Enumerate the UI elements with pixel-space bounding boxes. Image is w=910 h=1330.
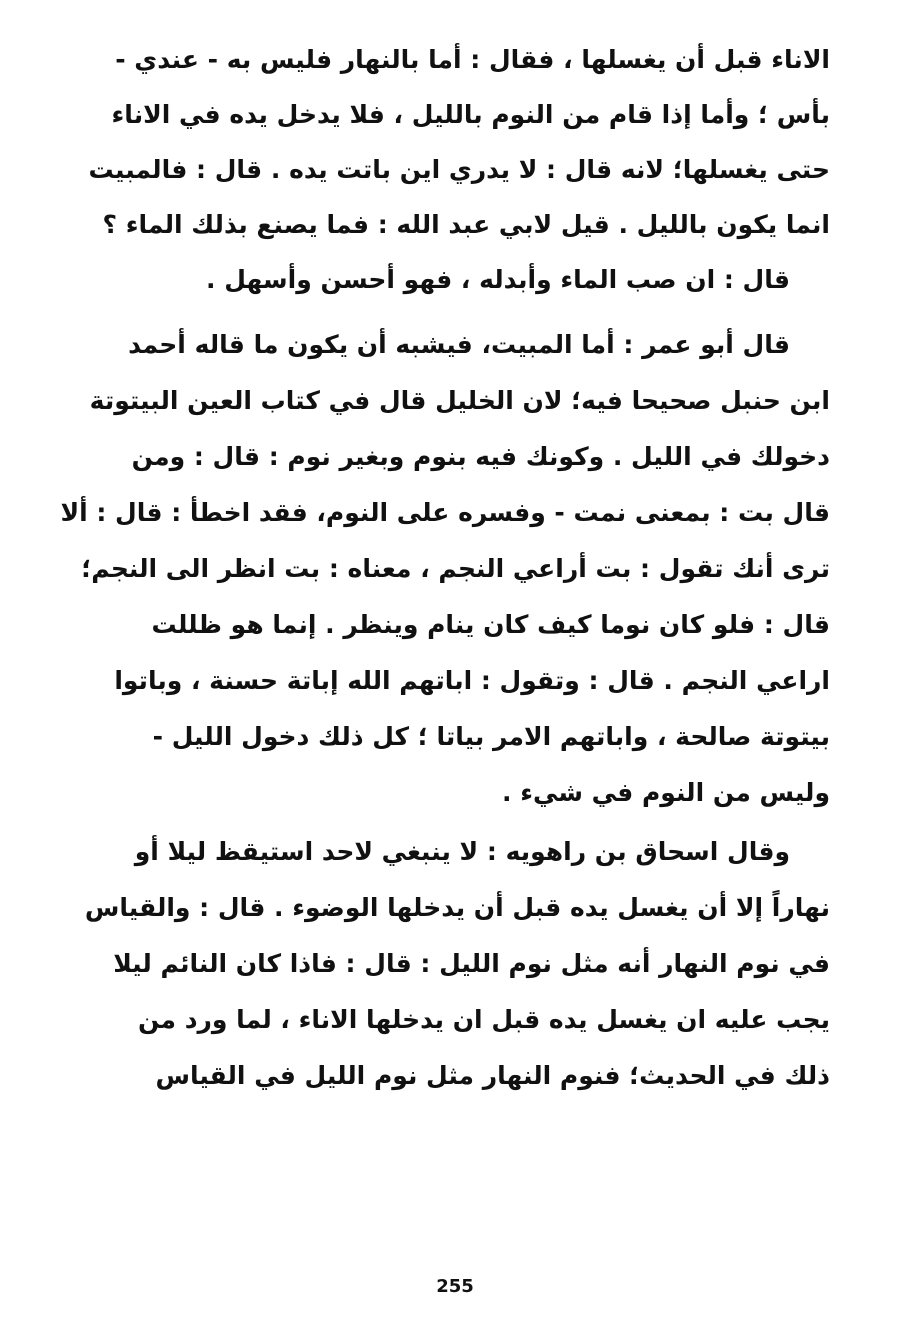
paragraph-line: قال : ان صب الماء وأبدله ، فهو أحسن وأسهل .	[206, 265, 790, 294]
paragraph-line: قال بت : بمعنى نمت - وفسره على النوم، فقد اخطأ : قال : ألا	[60, 498, 830, 527]
paragraph-line: ذلك في الحديث؛ فنوم النهار مثل نوم الليل في القياس	[155, 1061, 830, 1090]
paragraph-line: نهاراً إلا أن يغسل يده قبل أن يدخلها الوضوء . قال : والقياس	[84, 893, 830, 922]
paragraph-line: وليس من النوم في شيء .	[502, 778, 830, 807]
paragraph-line: ابن حنبل صحيحا فيه؛ لان الخليل قال في كتاب العين البيتوتة	[89, 386, 830, 415]
page-number: 255	[436, 1276, 474, 1297]
paragraph-line: انما يكون بالليل . قيل لابي عبد الله : فما يصنع بذلك الماء ؟	[102, 210, 830, 239]
paragraph-line: قال أبو عمر : أما المبيت، فيشبه أن يكون ما قاله أحمد	[128, 330, 790, 359]
paragraph-line: وقال اسحاق بن راهويه : لا ينبغي لاحد استيقظ ليلا أو	[134, 837, 790, 866]
paragraph-line: حتى يغسلها؛ لانه قال : لا يدري اين باتت يده . قال : فالمبيت	[88, 155, 830, 184]
paragraph-line: دخولك في الليل . وكونك فيه بنوم وبغير نوم : قال : ومن	[131, 442, 830, 471]
paragraph-2	[60, 325, 830, 807]
paragraph-line: في نوم النهار أنه مثل نوم الليل : قال : فاذا كان النائم ليلا	[113, 949, 830, 978]
paragraph-line: بأس ؛ وأما إذا قام من النوم بالليل ، فلا يدخل يده في الاناء	[111, 100, 830, 129]
paragraph-line: قال : فلو كان نوما كيف كان ينام وينظر . إنما هو ظللت	[151, 610, 830, 639]
paragraph-line: بيتوتة صالحة ، واباتهم الامر بياتا ؛ كل ذلك دخول الليل -	[152, 722, 830, 751]
paragraph-line: يجب عليه ان يغسل يده قبل ان يدخلها الاناء ، لما ورد من	[138, 1005, 830, 1034]
paragraph-line: اراعي النجم . قال : وتقول : اباتهم الله إباتة حسنة ، وباتوا	[114, 666, 830, 695]
paragraph-line: الاناء قبل أن يغسلها ، فقال : أما بالنهار فليس به - عندي -	[115, 45, 830, 74]
paragraph-line: ترى أنك تقول : بت أراعي النجم ، معناه : بت انظر الى النجم؛	[81, 554, 830, 583]
paragraph-1	[88, 40, 830, 294]
paragraph-3	[84, 832, 830, 1102]
